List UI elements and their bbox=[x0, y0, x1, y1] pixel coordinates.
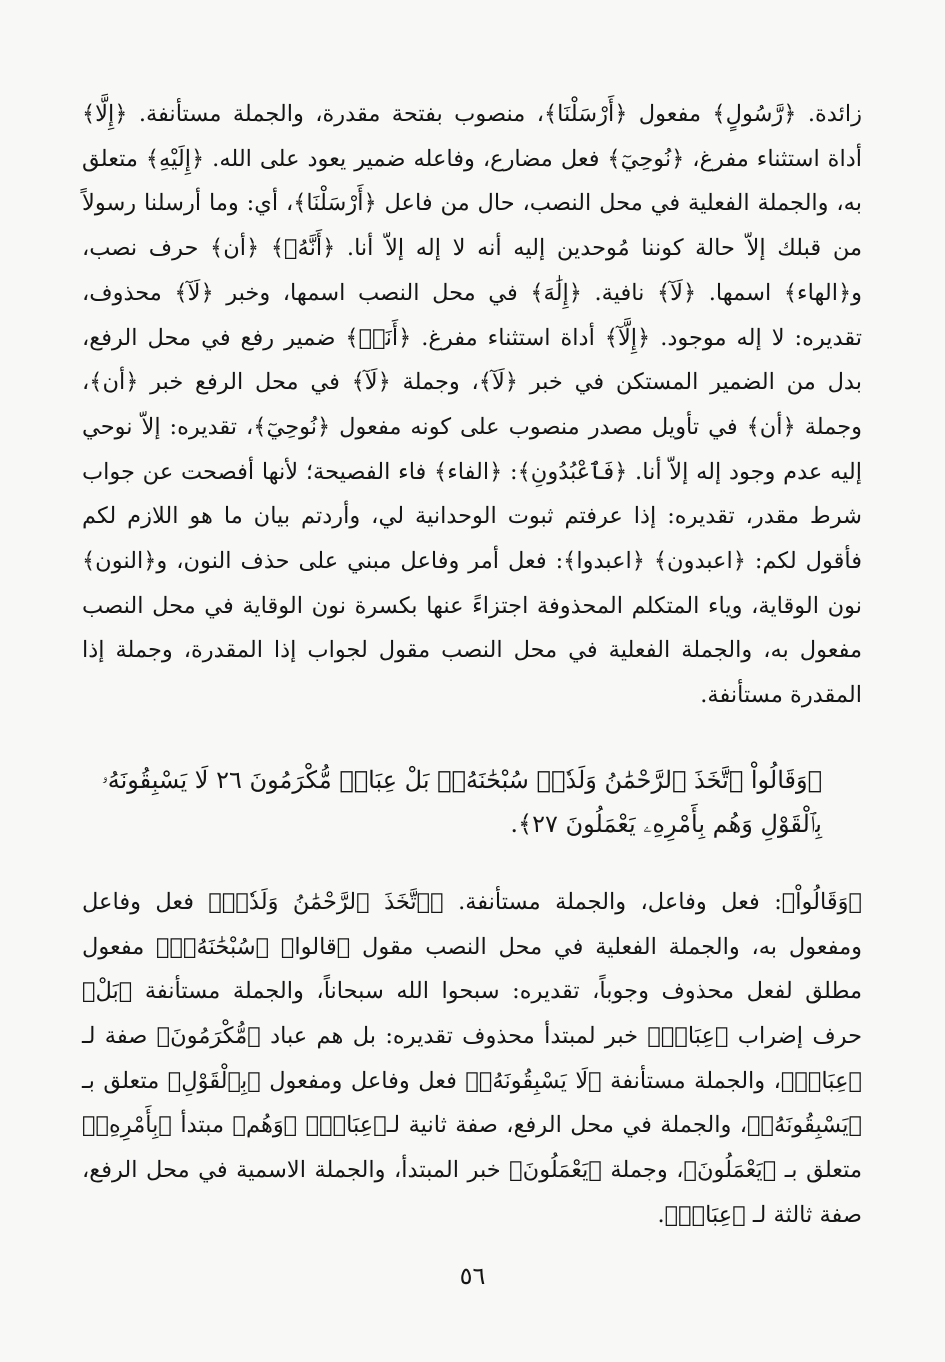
paragraph-top: زائدة. ﴿رَّسُولٍ﴾ مفعول ﴿أَرْسَلْنَا﴾، منصوب بفتحة مقدرة، والجملة مستأنفة. ﴿إِلَّا﴾ أداة استثناء مفرغ، ﴿نُوحِيٓ﴾ فعل مضارع، وفاعله ضمير يعود على الله. ﴿إِلَيْهِ﴾ متعلق به، والجملة الفعلية في محل النصب، حال من فاعل ﴿أَرْسَلْنَا﴾، أي: وما أرسلنا رسولاً من قبلك إلاّ حالة كوننا مُوحدين إليه أنه لا إله إلاّ أنا. ﴿أَنَّهُۥ﴾ ﴿أن﴾ حرف نصب، و﴿الهاء﴾ اسمها. ﴿لَآ﴾ نافية. ﴿إِلَٰهَ﴾ في محل النصب اسمها، وخبر ﴿لَآ﴾ محذوف، تقديره: لا إله موجود. ﴿إِلَّآ﴾ أداة استثناء مفرغ. ﴿أَنَا۠﴾ ضمير رفع في محل الرفع، بدل من الضمير المستكن في خبر ﴿لَآ﴾، وجملة ﴿لَآ﴾ في محل الرفع خبر ﴿أن﴾، وجملة ﴿أن﴾ في تأويل مصدر منصوب على كونه مفعول ﴿نُوحِيٓ﴾، تقديره: إلاّ نوحي إليه عدم وجود إله إلاّ أنا. ﴿فَٱعْبُدُونِ﴾: ﴿الفاء﴾ فاء الفصيحة؛ لأنها أفصحت عن جواب شرط مقدر، تقديره: إذا عرفتم ثبوت الوحدانية لي، وأردتم بيان ما هو اللازم لكم فأقول لكم: ﴿اعبدون﴾ ﴿اعبدوا﴾: فعل أمر وفاعل مبني على حذف النون، و﴿النون﴾ نون الوقاية، وياء المتكلم المحذوفة اجتزاءً عنها بكسرة نون الوقاية في محل النصب مفعول به، والجملة الفعلية في محل النصب مقول لجواب إذا المقدرة، وجملة إذا المقدرة مستأنفة. bbox=[82, 101, 862, 709]
page-number: ٥٦ bbox=[459, 1262, 486, 1290]
page-body bbox=[82, 92, 862, 1237]
paragraph-bottom: ﴿وَقَالُواْ﴾: فعل وفاعل، والجملة مستأنفة. ﴿ٱتَّخَذَ ٱلرَّحْمَٰنُ وَلَدٗاۗ﴾ فعل وفاعل ومفعول به، والجملة الفعلية في محل النصب مقول ﴿قالوا﴾ ﴿سُبْحَٰنَهُۥۚ﴾ مفعول مطلق لفعل محذوف وجوباً، تقديره: سبحوا الله سبحاناً، والجملة مستأنفة ﴿بَلْ﴾ حرف إضراب ﴿عِبَادٞ﴾ خبر لمبتدأ محذوف تقديره: بل هم عباد ﴿مُّكْرَمُونَ﴾ صفة لـ ﴿عِبَادٞ﴾، والجملة مستأنفة ﴿لَا يَسْبِقُونَهُۥ﴾ فعل وفاعل ومفعول ﴿بِٱلْقَوْلِ﴾ متعلق بـ ﴿يَسْبِقُونَهُۥ﴾، والجملة في محل الرفع، صفة ثانية لـ﴿عِبَادٞ﴾ ﴿وَهُم﴾ مبتدأ ﴿بِأَمْرِهِۦ﴾ متعلق بـ ﴿يَعْمَلُونَ﴾، وجملة ﴿يَعْمَلُونَ﴾ خبر المبتدأ، والجملة الاسمية في محل الرفع، صفة ثالثة لـ ﴿عِبَادٞ﴾. bbox=[82, 888, 862, 1228]
quran-verse: ﴿وَقَالُواْ ٱتَّخَذَ ٱلرَّحْمَٰنُ وَلَدٗاۗ سُبْحَٰنَهُۥۚ بَلْ عِبَادٞ مُّكْرَمُونَ ٢٦ لَا يَسْبِقُونَهُۥ بِٱلْقَوْلِ وَهُم بِأَمْرِهِۦ يَعْمَلُونَ ٢٧﴾. bbox=[101, 765, 822, 838]
